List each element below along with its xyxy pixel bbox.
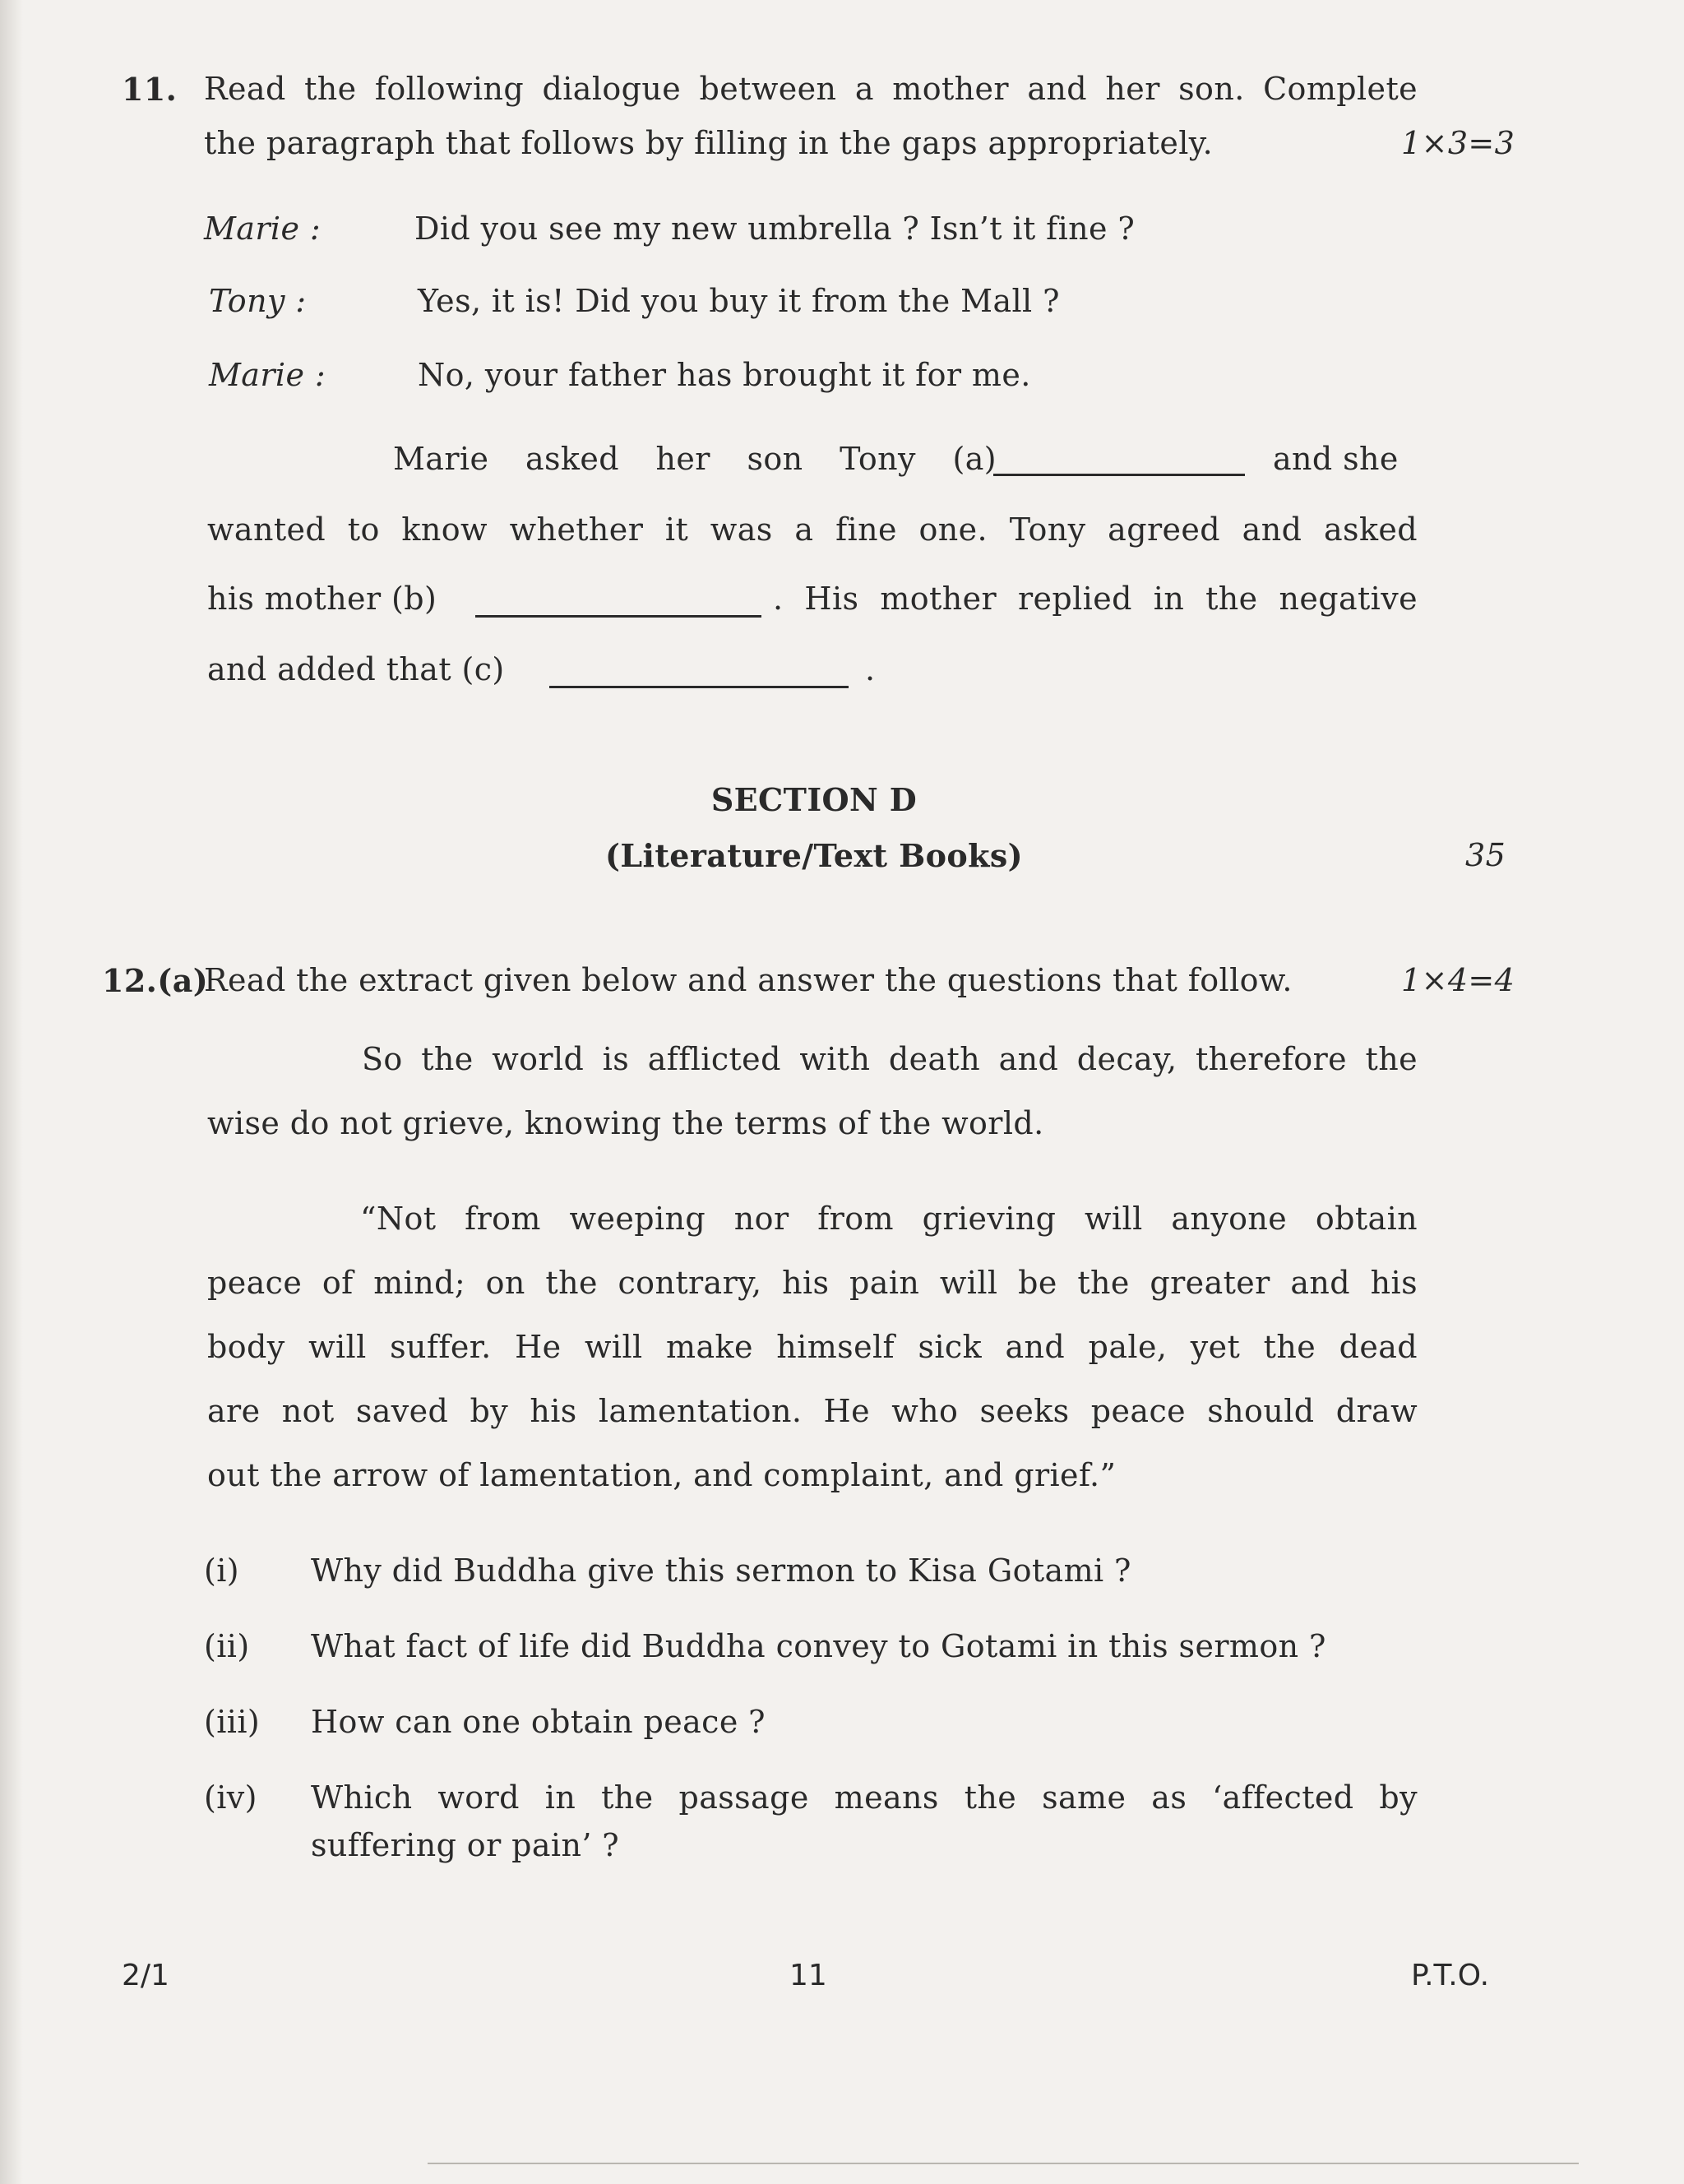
question-iv-number: (iv) — [204, 1779, 257, 1816]
question-iv-text-line1: Which word in the passage means the same as ‘affected by — [311, 1779, 1418, 1816]
q11-para-line4-part-a: and added that (c) — [207, 651, 505, 687]
q11-marks: 1×3=3 — [1401, 125, 1515, 161]
extract-p2-line1: “Not from weeping nor from grieving will anyone obtain — [360, 1201, 1418, 1237]
section-subtitle: (Literature/Text Books) — [604, 837, 1023, 874]
question-ii-number: (ii) — [204, 1628, 250, 1664]
page-edge-shadow — [0, 0, 23, 2184]
q11-para-line4-part-b: . — [865, 651, 876, 687]
extract-p2-line3: body will suffer. He will make himself sick and pale, yet the dead — [207, 1329, 1418, 1365]
dialogue-line-3: No, your father has brought it for me. — [418, 357, 1031, 393]
section-marks: 35 — [1465, 837, 1506, 873]
dialogue-speaker-2: Tony : — [209, 283, 307, 319]
q11-instruction-line2: the paragraph that follows by filling in the gaps appropriately. — [204, 125, 1214, 161]
question-iii-number: (iii) — [204, 1704, 261, 1740]
q12-marks: 1×4=4 — [1401, 962, 1515, 998]
footer-pto: P.T.O. — [1411, 1959, 1490, 1992]
dialogue-speaker-3: Marie : — [209, 357, 326, 393]
q12-instruction: Read the extract given below and answer the questions that follow. — [204, 962, 1293, 998]
q12-number: 12.(a) — [102, 962, 209, 999]
q11-para-line1-part-b: and she — [1273, 441, 1399, 477]
footer-paper-code: 2/1 — [122, 1959, 169, 1992]
footer-page-number: 11 — [789, 1959, 827, 1992]
dialogue-line-1: Did you see my new umbrella ? Isn’t it fine ? — [414, 211, 1136, 247]
extract-p1-line1: So the world is afflicted with death and decay, therefore the — [362, 1041, 1418, 1077]
q11-number: 11. — [122, 71, 178, 108]
dialogue-speaker-1: Marie : — [204, 211, 322, 247]
question-ii-text: What fact of life did Buddha convey to Gotami in this sermon ? — [311, 1628, 1326, 1664]
section-title: SECTION D — [710, 781, 918, 818]
blank-b[interactable] — [475, 592, 761, 618]
q11-para-line1-part-a: Marie asked her son Tony (a) — [393, 441, 997, 477]
blank-c[interactable] — [549, 663, 849, 688]
extract-p1-line2: wise do not grieve, knowing the terms of the world. — [207, 1105, 1044, 1141]
question-iii-text: How can one obtain peace ? — [311, 1704, 766, 1740]
extract-p2-line2: peace of mind; on the contrary, his pain will be the greater and his — [207, 1265, 1418, 1301]
q11-para-line2: wanted to know whether it was a fine one. Tony agreed and asked — [207, 511, 1418, 548]
extract-p2-line5: out the arrow of lamentation, and complaint, and grief.” — [207, 1457, 1117, 1493]
question-i-text: Why did Buddha give this sermon to Kisa Gotami ? — [311, 1552, 1131, 1589]
q11-para-line3-part-a: his mother (b) — [207, 581, 437, 617]
page-bottom-rule — [428, 2163, 1579, 2164]
dialogue-line-2: Yes, it is! Did you buy it from the Mall ? — [418, 283, 1060, 319]
question-i-number: (i) — [204, 1552, 240, 1589]
q11-para-line3-part-b: . His mother replied in the negative — [773, 581, 1418, 617]
extract-p2-line4: are not saved by his lamentation. He who seeks peace should draw — [207, 1393, 1418, 1429]
blank-a[interactable] — [993, 451, 1245, 476]
question-iv-text-line2: suffering or pain’ ? — [311, 1827, 620, 1863]
q11-instruction-line1: Read the following dialogue between a mother and her son. Complete — [204, 71, 1418, 107]
